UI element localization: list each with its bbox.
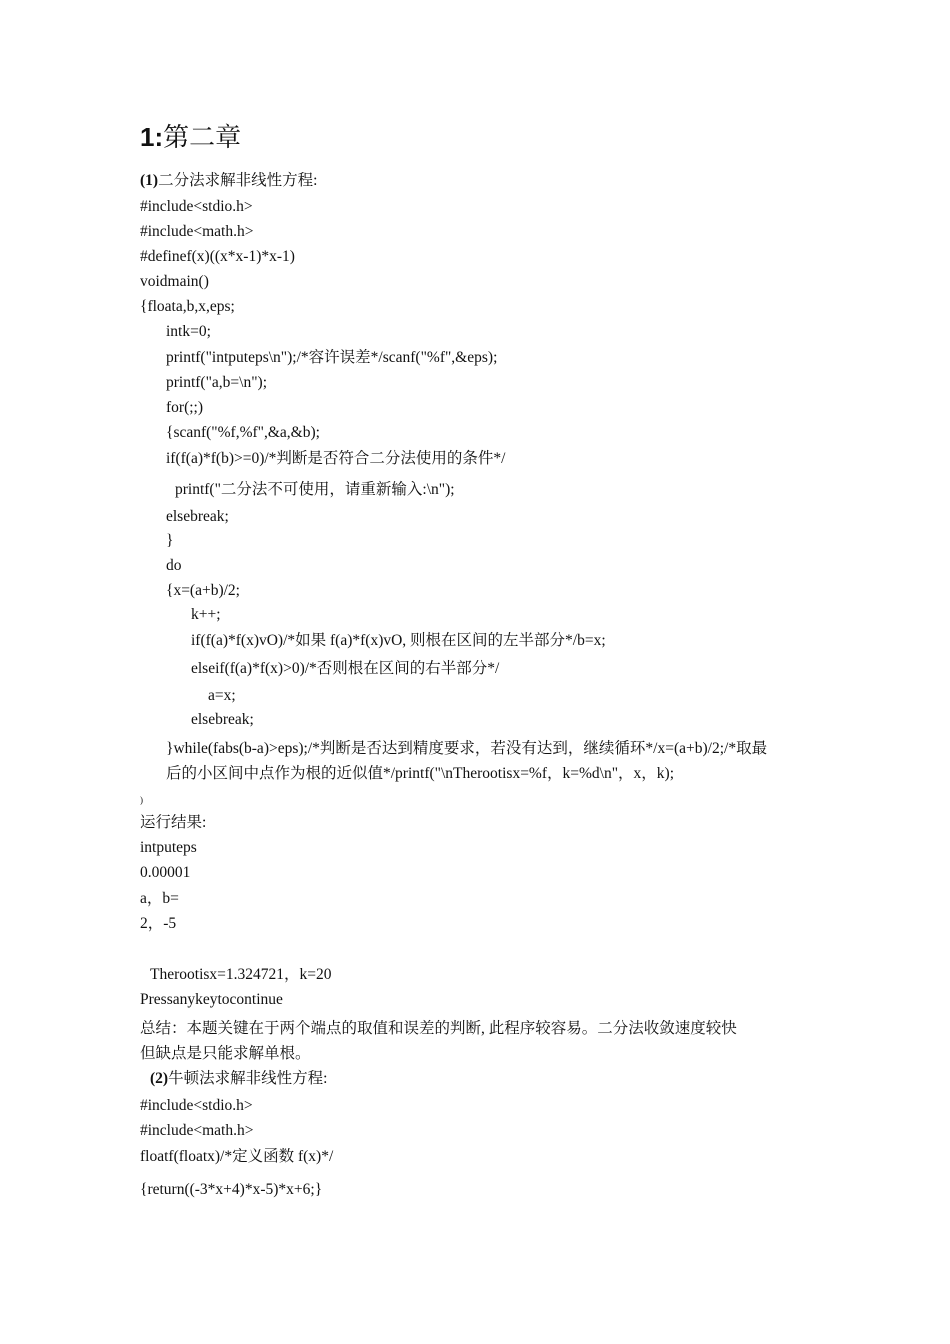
output-line: intputeps bbox=[140, 839, 197, 856]
result-heading: 运行结果: bbox=[140, 814, 207, 831]
code-line: do bbox=[166, 557, 182, 574]
section-2-number: (2) bbox=[150, 1070, 169, 1087]
output-line: a，b= bbox=[140, 890, 179, 907]
code-line: }while(fabs(b-a)>eps);/*判断是否达到精度要求，若没有达到，继续循环*/x=(a+b)/2;/*取最 bbox=[166, 740, 768, 757]
section-1-heading bbox=[140, 171, 317, 191]
chapter-number: 1: bbox=[140, 122, 164, 152]
code-line: #definef(x)((x*x-1)*x-1) bbox=[140, 248, 295, 265]
code-line: #include<stdio.h> bbox=[140, 1097, 253, 1114]
code-line: } bbox=[166, 532, 174, 549]
code-line: #include<stdio.h> bbox=[140, 198, 253, 215]
code-line: printf("a,b=\n"); bbox=[166, 374, 268, 391]
section-2-title: 牛顿法求解非线性方程: bbox=[168, 1070, 328, 1087]
code-line: k++; bbox=[191, 606, 221, 623]
summary-line: 总结：本题关键在于两个端点的取值和误差的判断, 此程序较容易。二分法收敛速度较快 bbox=[140, 1020, 737, 1037]
section-1-number: (1) bbox=[140, 172, 159, 189]
code-line: ) bbox=[140, 795, 143, 805]
chapter-title: 第二章 bbox=[163, 123, 242, 153]
code-line: elsebreak; bbox=[191, 711, 254, 728]
code-line: printf("二分法不可使用，请重新输入:\n"); bbox=[175, 481, 455, 498]
code-line: if(f(a)*f(x)vO)/*如果 f(a)*f(x)vO, 则根在区间的左半部分*/b=x; bbox=[191, 632, 606, 649]
code-line: printf("intputeps\n");/*容许误差*/scanf("%f",&eps); bbox=[166, 349, 498, 366]
output-line: Therootisx=1.324721，k=20 bbox=[150, 966, 332, 983]
code-line: {floata,b,x,eps; bbox=[140, 298, 235, 315]
code-line: elseif(f(a)*f(x)>0)/*否则根在区间的右半部分*/ bbox=[191, 660, 500, 677]
code-line: #include<math.h> bbox=[140, 223, 254, 240]
code-line: 后的小区间中点作为根的近似值*/printf("\nTherootisx=%f，k=%d\n"，x，k); bbox=[166, 765, 675, 782]
code-line: intk=0; bbox=[166, 323, 211, 340]
section-1-title: 二分法求解非线性方程: bbox=[158, 172, 318, 189]
code-line: elsebreak; bbox=[166, 508, 229, 525]
summary-line: 但缺点是只能求解单根。 bbox=[140, 1045, 311, 1062]
code-line: {return((-3*x+4)*x-5)*x+6;} bbox=[140, 1181, 323, 1198]
code-line: #include<math.h> bbox=[140, 1122, 254, 1139]
code-line: {x=(a+b)/2; bbox=[166, 582, 240, 599]
section-2-heading bbox=[150, 1069, 327, 1089]
code-line: floatf(floatx)/*定义函数 f(x)*/ bbox=[140, 1148, 334, 1165]
code-line: if(f(a)*f(b)>=0)/*判断是否符合二分法使用的条件*/ bbox=[166, 450, 506, 467]
output-line: Pressanykeytocontinue bbox=[140, 991, 283, 1008]
output-line: 2，-5 bbox=[140, 915, 177, 932]
code-line: for(;;) bbox=[166, 399, 204, 416]
code-line: a=x; bbox=[208, 687, 236, 704]
code-line: {scanf("%f,%f",&a,&b); bbox=[166, 424, 320, 441]
code-line: voidmain() bbox=[140, 273, 209, 290]
output-line: 0.00001 bbox=[140, 864, 191, 881]
chapter-heading bbox=[140, 120, 241, 155]
